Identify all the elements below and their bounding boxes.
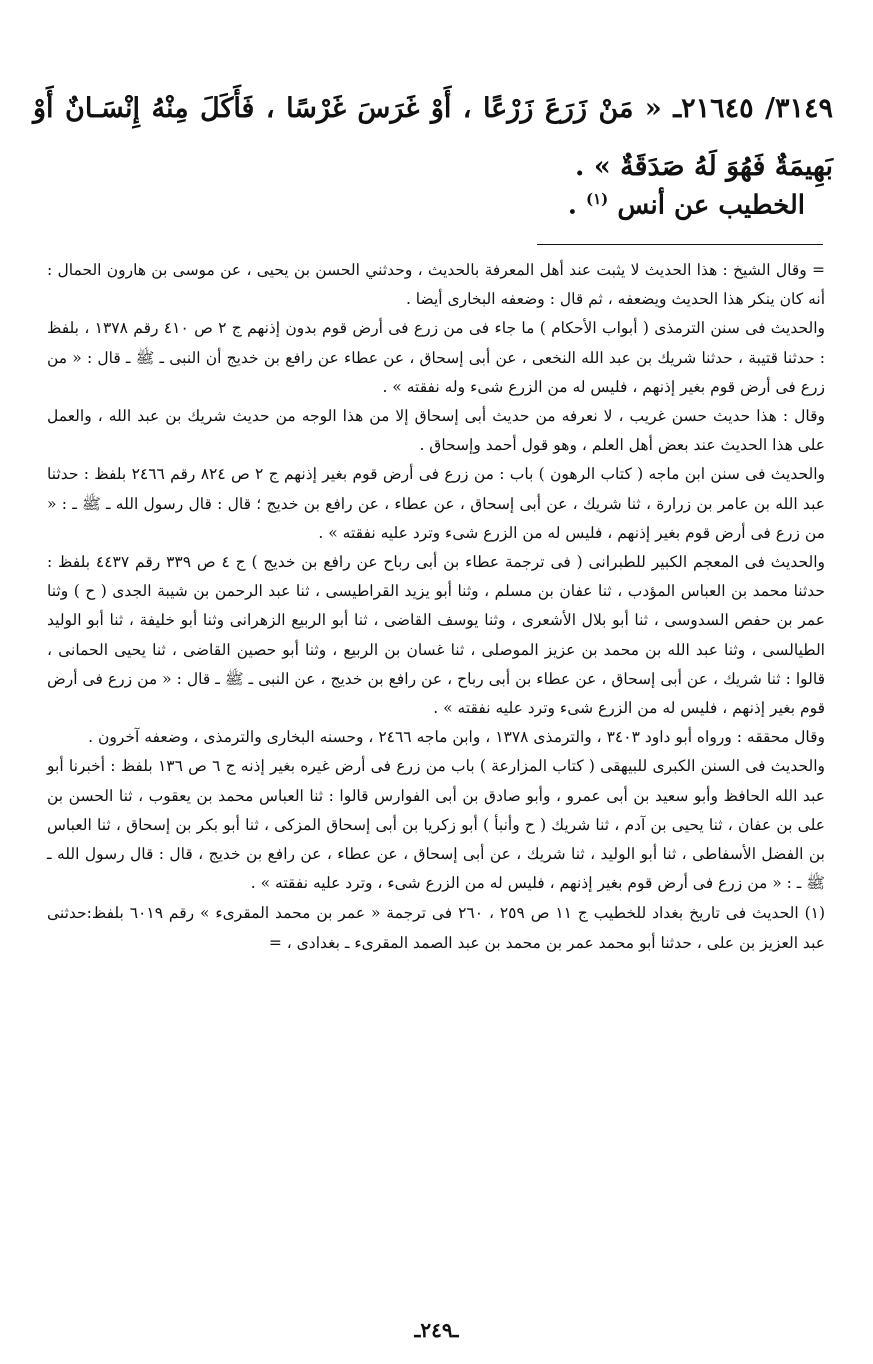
footnotes-block	[47, 256, 825, 958]
note-paragraph: والحديث فى المعجم الكبير للطبرانى ( فى ترجمة عطاء بن أبى رباح عن رافع بن خديج ) ج ٤ ص ٣٣٩ رقم ٤٤٣٧ بلفظ : حدثنا محمد بن العباس المؤدب ، ثنا عفان بن مسلم ، وثنا أبو يزيد القراطيسى ، ثنا عبد الرحمن بن شيبة الجدى ( ح ) وثنا عمر بن حفص السدوسى ، ثنا أبو بلال الأشعرى ، وثنا يوسف القاضى ، ثنا أبو الربيع الزهرانى وثنا أبو خليفة ، ثنا أبو الوليد الطيالسى ، وثنا عبد الله بن محمد بن عزيز الموصلى ، ثنا غسان بن الربيع ، وثنا أبو حصين القاضى ، ثنا يحيى الحمانى ، قالوا : ثنا شريك ، عن أبى إسحاق ، عن عطاء بن أبى رباح ، عن رافع بن خديج ، عن النبى ـ ﷺ ـ قال : « من زرع فى أرض قوم بغير إذنهم ، فليس له من الزرع شىء وترد عليه نفقته » .	[47, 553, 826, 718]
note-paragraph: = وقال الشيخ : هذا الحديث لا يثبت عند أهل المعرفة بالحديث ، وحدثني الحسن بن يحيى ، عن موسى بن هارون الحمال : أنه كان ينكر هذا الحديث ويضعفه ، ثم قال : وضعفه البخارى أيضا .	[47, 261, 825, 309]
hadith-source	[568, 190, 805, 221]
note-paragraph: والحديث فى سنن ابن ماجه ( كتاب الرهون ) باب : من زرع فى أرض قوم بغير إذنهم ج ٢ ص ٨٢٤ رقم ٢٤٦٦ بلفظ : حدثنا عبد الله بن عامر بن زرارة ، ثنا شريك ، عن أبى إسحاق ، عن عطاء ، عن رافع بن خديج ؛ قال : قال رسول الله ـ ﷺ ـ : « من زرع فى أرض قوم بغير إذنهم ، فليس له من الزرع شىء وترد عليه نفقته » .	[47, 465, 825, 542]
note-paragraph: وقال : هذا حديث حسن غريب ، لا نعرفه من حديث أبى إسحاق إلا من هذا الوجه من حديث شريك بن عبد الله ، والعمل على هذا الحديث عند بعض أهل العلم ، وهو قول أحمد وإسحاق .	[47, 407, 825, 455]
source-text: الخطيب عن أنس	[617, 190, 805, 221]
footnote-marker: (١)	[586, 190, 609, 208]
note-paragraph: والحديث فى سنن الترمذى ( أبواب الأحكام ) ما جاء فى من زرع فى أرض قوم بدون إذنهم ج ٢ ص ٤١٠ رقم ١٣٧٨ ، بلفظ : حدثنا قتيبة ، حدثنا شريك بن عبد الله النخعى ، عن أبى إسحاق ، عن عطاء عن رافع بن خديج أن النبى ـ ﷺ ـ قال : « من زرع فى أرض قوم بغير إذنهم ، فليس له من الزرع شىء وله نفقته » .	[47, 319, 825, 396]
footnote-1: (١) الحديث فى تاريخ بغداد للخطيب ج ١١ ص ٢٥٩ ، ٢٦٠ فى ترجمة « عمر بن محمد المقرىء » رقم ٦٠١٩ بلفظ:حدثنى عبد العزيز بن على ، حدثنا أبو محمد عمر بن محمد بن عبد الصمد المقرىء ـ بغدادى ، =	[47, 904, 826, 952]
note-paragraph: وقال محققه : ورواه أبو داود ٣٤٠٣ ، والترمذى ١٣٧٨ ، وابن ماجه ٢٤٦٦ ، وحسنه البخارى والترمذى ، وضعفه آخرون .	[88, 728, 825, 747]
hadith-text: ٣١٤٩/ ٢١٦٤٥ـ « مَنْ زَرَعَ زَرْعًا ، أَوْ غَرَسَ غَرْسًا ، فَأَكَلَ مِنْهُ إِنْسَـانٌ أَوْ بَهِيمَةٌ فَهُوَ لَهُ صَدَقَةٌ » .	[33, 93, 833, 182]
source-end: .	[567, 190, 577, 221]
note-paragraph: والحديث فى السنن الكبرى للبيهقى ( كتاب المزارعة ) باب من زرع فى أرض غيره بغير إذنه ج ٦ ص ١٣٦ بلفظ : أخبرنا أبو عبد الله الحافظ وأبو سعيد بن أبى عمرو ، وأبو صادق بن أبى الفوارس قالوا : ثنا العباس محمد بن يعقوب ، ثنا الحسن بن على بن عفان ، ثنا يحيى بن آدم ، ثنا شريك ( ح وأنبأ ) أبو زكريا بن أبى إسحاق المزكى ، ثنا أبو بكر بن إسحاق ، ثنا العباس بن الفضل الأسفاطى ، ثنا أبو الوليد ، ثنا شريك ، عن أبى إسحاق ، عن عطاء ، عن رافع بن خديج ، قال : قال رسول الله ـ ﷺ ـ : « من زرع فى أرض قوم بغير إذنهم ، فليس له من الزرع شىء ، وترد عليه نفقته » .	[47, 757, 825, 893]
page-number: ـ٢٤٩ـ	[414, 1318, 459, 1342]
footnote-divider	[537, 244, 823, 245]
